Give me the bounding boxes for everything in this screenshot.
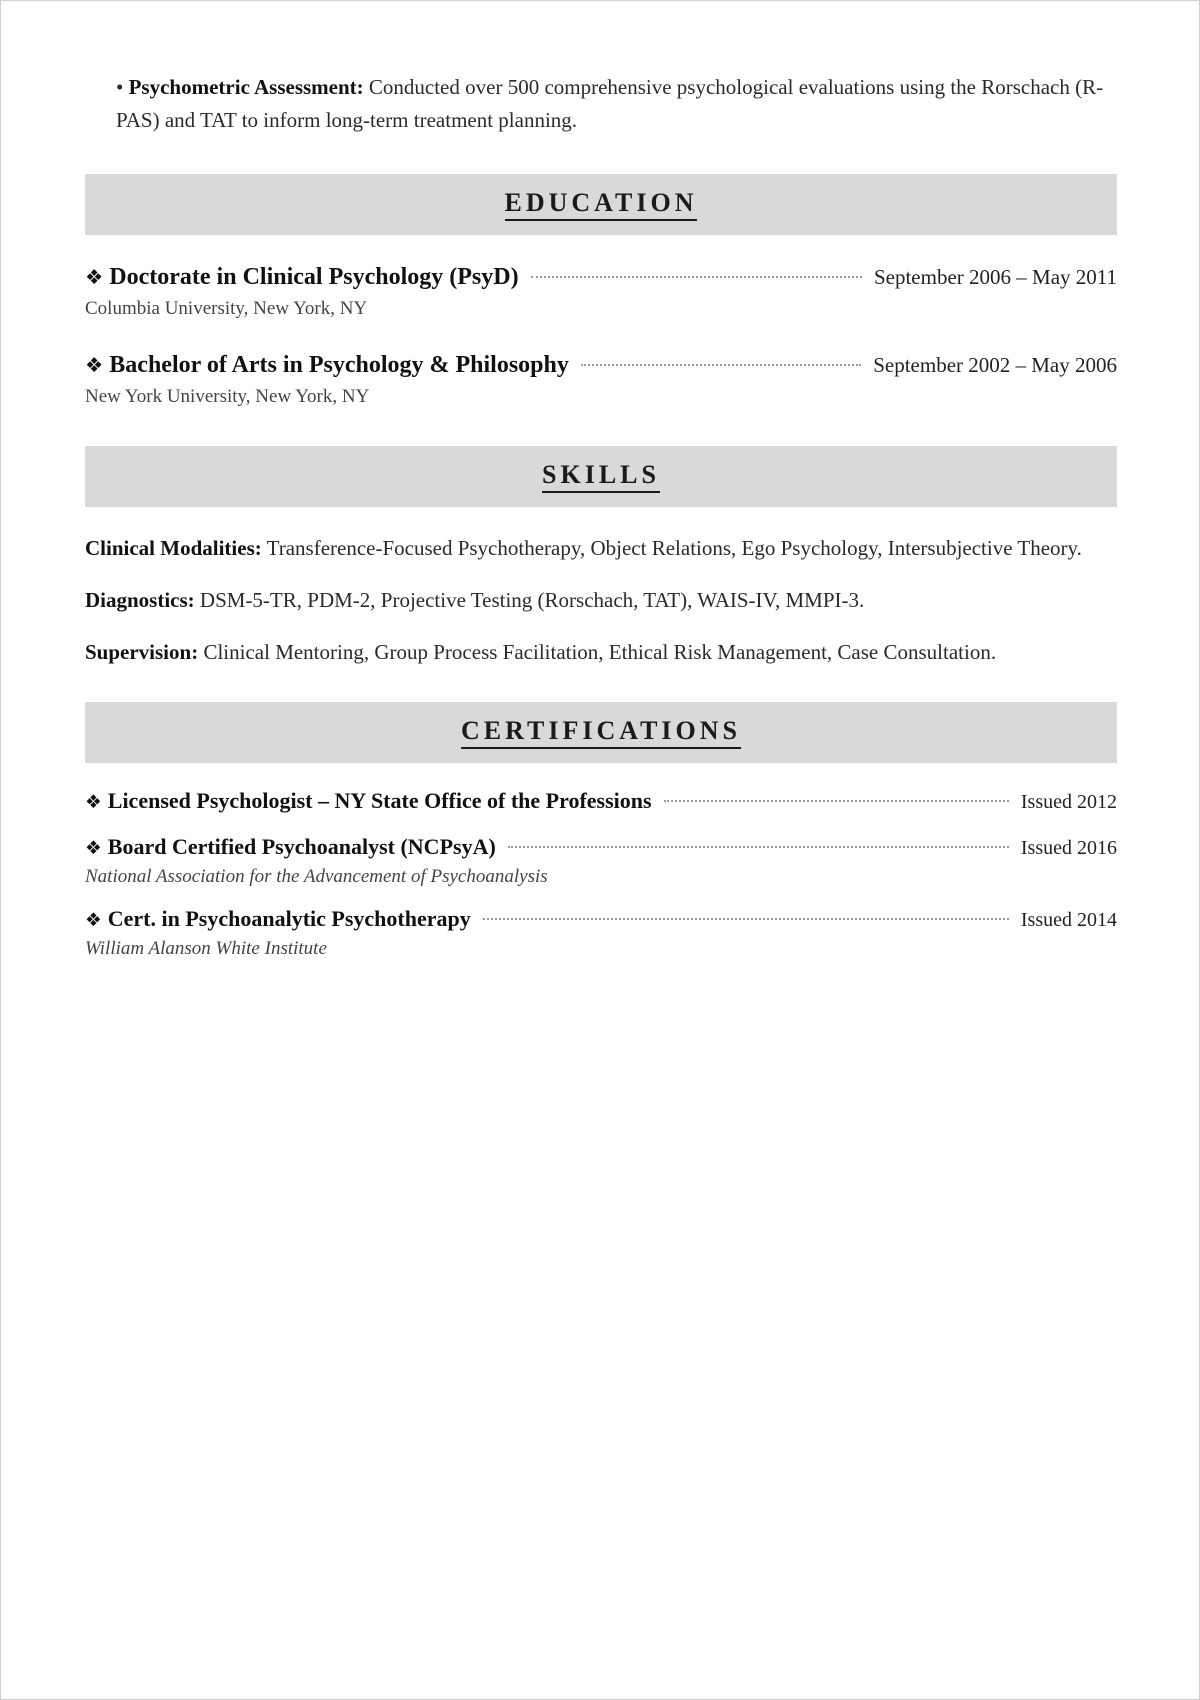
certifications-heading: CERTIFICATIONS xyxy=(461,716,741,749)
degree-title-text: Doctorate in Clinical Psychology (PsyD) xyxy=(109,264,519,290)
skill-text: DSM-5-TR, PDM-2, Projective Testing (Rorschach, TAT), WAIS-IV, MMPI-3. xyxy=(194,588,865,612)
dotted-leader xyxy=(508,846,1009,848)
bullet-label: Psychometric Assessment: xyxy=(128,75,364,99)
certification-entry xyxy=(85,787,1117,817)
dotted-leader xyxy=(483,918,1009,920)
certification-issued: Issued 2016 xyxy=(1020,837,1117,859)
certification-entry xyxy=(85,833,1117,889)
education-list xyxy=(85,262,1117,410)
education-heading: EDUCATION xyxy=(505,188,698,221)
dotted-leader xyxy=(581,364,861,366)
education-section-header xyxy=(85,174,1117,235)
institution: New York University, New York, NY xyxy=(85,386,370,407)
resume-content xyxy=(85,1,1117,961)
certification-row xyxy=(85,833,1117,863)
skills-list xyxy=(85,534,1117,666)
bullet-marker: • xyxy=(116,75,124,99)
certification-row xyxy=(85,905,1117,935)
certification-title xyxy=(85,833,496,863)
skills-heading: SKILLS xyxy=(542,460,660,493)
certification-issued: Issued 2012 xyxy=(1020,791,1117,813)
certification-title xyxy=(85,787,652,817)
certification-issued: Issued 2014 xyxy=(1020,909,1117,931)
diamond-bullet-icon: ❖ xyxy=(85,265,104,289)
certification-issuer: William Alanson White Institute xyxy=(85,938,327,959)
education-entry-row xyxy=(85,262,1117,292)
certification-title xyxy=(85,905,471,935)
diamond-bullet-icon: ❖ xyxy=(85,838,102,859)
skill-label: Diagnostics: xyxy=(85,588,195,612)
certifications-section-header xyxy=(85,702,1117,763)
education-entry xyxy=(85,350,1117,410)
degree-title xyxy=(85,262,519,292)
certification-row xyxy=(85,787,1117,817)
skill-label: Supervision: xyxy=(85,640,199,664)
experience-bullet xyxy=(116,71,1117,137)
certification-title-text: Licensed Psychologist – NY State Office of the Professions xyxy=(107,788,652,813)
skills-section-header xyxy=(85,446,1117,507)
skill-label: Clinical Modalities: xyxy=(85,536,262,560)
skill-text: Transference-Focused Psychotherapy, Object Relations, Ego Psychology, Intersubjective Theory. xyxy=(261,536,1082,560)
degree-dates: September 2006 – May 2011 xyxy=(873,265,1117,289)
dotted-leader xyxy=(664,800,1009,802)
diamond-bullet-icon: ❖ xyxy=(85,353,104,377)
certifications-list xyxy=(85,787,1117,961)
dotted-leader xyxy=(531,276,862,278)
skill-line xyxy=(85,586,1117,614)
certification-issuer: National Association for the Advancement of Psychoanalysis xyxy=(85,866,548,887)
skill-line xyxy=(85,638,1117,666)
diamond-bullet-icon: ❖ xyxy=(85,792,102,813)
skill-text: Clinical Mentoring, Group Process Facilitation, Ethical Risk Management, Case Consultation. xyxy=(198,640,997,664)
certification-entry xyxy=(85,905,1117,961)
education-entry xyxy=(85,262,1117,322)
institution: Columbia University, New York, NY xyxy=(85,298,368,319)
skill-line xyxy=(85,534,1117,562)
bullet-text: Conducted over 500 comprehensive psychological evaluations using the Rorschach (R-PAS) and TAT to inform long-term treatment planning. xyxy=(116,75,1104,132)
degree-title-text: Bachelor of Arts in Psychology & Philosophy xyxy=(109,352,569,378)
diamond-bullet-icon: ❖ xyxy=(85,910,102,931)
degree-title xyxy=(85,350,569,380)
certification-title-text: Board Certified Psychoanalyst (NCPsyA) xyxy=(107,834,496,859)
certification-title-text: Cert. in Psychoanalytic Psychotherapy xyxy=(107,906,471,931)
degree-dates: September 2002 – May 2006 xyxy=(873,353,1117,377)
education-entry-row xyxy=(85,350,1117,380)
